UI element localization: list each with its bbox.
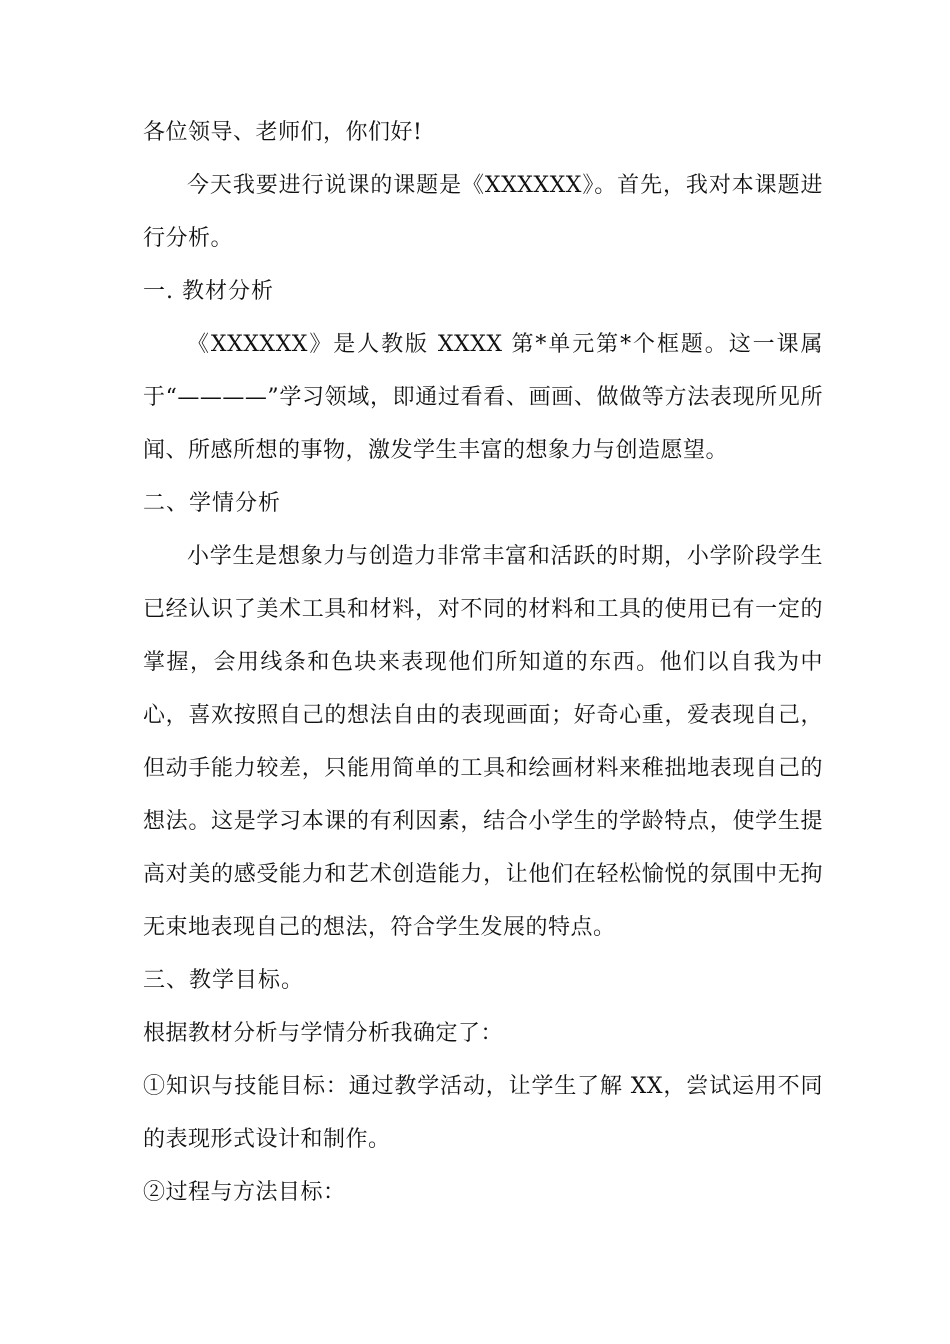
goal-1: ①知识与技能目标：通过教学活动，让学生了解 XX，尝试运用不同的表现形式设计和制作。 [143,1074,823,1152]
section-3-heading: 三、教学目标。 [143,968,305,993]
section-2-heading: 二、学情分析 [143,491,282,516]
section-1-body: 《XXXXXX》是人教版 XXXX 第*单元第*个框题。这一课属于“————”学习领域，即通过看看、画画、做做等方法表现所见所闻、所感所想的事物，激发学生丰富的想象力与创造愿望。 [143,332,823,463]
greeting: 各位领导、老师们，你们好! [143,120,423,145]
goal-2: ②过程与方法目标： [143,1180,346,1205]
section-3-lead: 根据教材分析与学情分析我确定了： [143,1021,504,1046]
document-body [143,106,823,1219]
section-2-body: 小学生是想象力与创造力非常丰富和活跃的时期，小学阶段学生已经认识了美术工具和材料，对不同的材料和工具的使用已有一定的掌握，会用线条和色块来表现他们所知道的东西。他们以自我为中心，喜欢按照自己的想法自由的表现画面；好奇心重，爱表现自己，但动手能力较差，只能用简单的工具和绘画材料来稚拙地表现自己的想法。这是学习本课的有利因素，结合小学生的学龄特点，使学生提高对美的感受能力和艺术创造能力，让他们在轻松愉悦的氛围中无拘无束地表现自己的想法，符合学生发展的特点。 [143,544,823,940]
section-1-heading: 一. 教材分析 [143,279,274,304]
intro-paragraph: 今天我要进行说课的课题是《XXXXXX》。首先，我对本课题进行分析。 [143,173,823,251]
